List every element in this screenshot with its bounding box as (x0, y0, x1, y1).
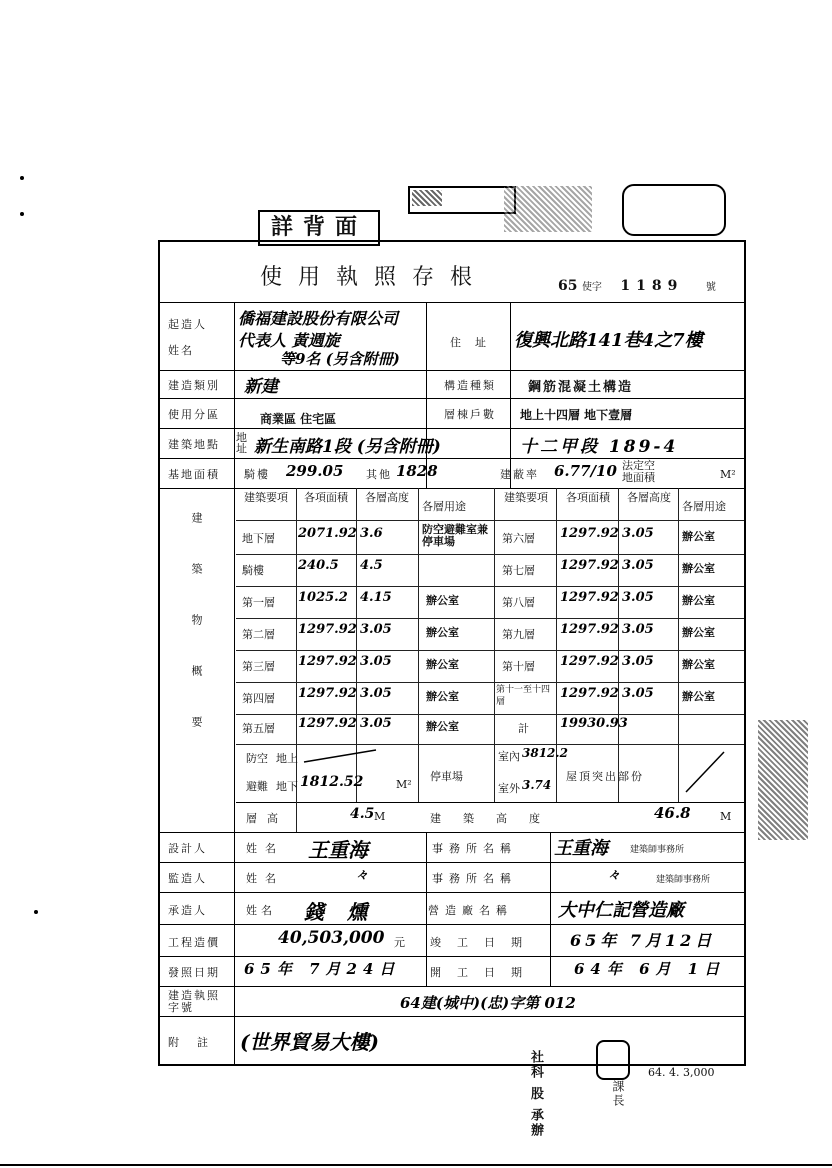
supervisor-name-label: 姓名 (246, 872, 284, 885)
air-raid-below-value: 1812.52 (300, 774, 364, 790)
coverage-label: 建蔽率 (500, 468, 539, 481)
building-summary-label: 建築物概要 (190, 512, 203, 767)
col-line (510, 302, 511, 488)
floor-name: 計 (518, 722, 529, 735)
building-height-unit: M (720, 810, 732, 823)
permit-form (158, 240, 746, 1066)
floor-use: 辦公室 (426, 626, 459, 639)
contractor-name: 錢 燻 (304, 900, 375, 924)
floor-area: 1297.92 (560, 622, 619, 637)
air-raid-below: 地下 (276, 780, 298, 793)
floor-use: 防空避難室兼停車場 (422, 523, 488, 548)
floor-area: 1297.92 (560, 654, 619, 669)
header-height-2: 各層高度 (627, 491, 671, 504)
floor-height: 3.05 (622, 558, 654, 573)
divider (160, 428, 744, 429)
designer-office-label: 事務所名稱 (432, 842, 517, 855)
divider (160, 892, 744, 893)
floor-use: 辦公室 (682, 594, 715, 607)
header-use: 各層用途 (422, 500, 466, 513)
structure-label: 構造種類 (444, 379, 496, 392)
parking-outdoor: 室外 (498, 782, 520, 795)
build-type-value: 新建 (244, 377, 278, 397)
print-note: 64. 4. 3,000 (648, 1066, 715, 1079)
zone-value: 商業區 住宅區 (260, 412, 337, 426)
name-label: 姓名 (168, 344, 194, 357)
floor-height: 3.05 (360, 686, 392, 701)
zone-label: 使用分區 (168, 408, 220, 421)
parking-indoor-value: 3812.2 (522, 746, 568, 760)
header-item: 建築要項 (244, 491, 288, 504)
floor-use: 辦公室 (426, 720, 459, 733)
supervisor-office-suffix: 建築師事務所 (656, 875, 711, 885)
contractor-name-label: 姓名 (246, 904, 276, 917)
header-item-2: 建築要項 (504, 491, 548, 504)
header-area: 各項面積 (304, 491, 348, 504)
header-height: 各層高度 (365, 491, 409, 504)
margin-mark (20, 212, 24, 216)
air-raid-unit: M² (396, 778, 412, 791)
site-value: 新生南路1段 (另含附冊) (254, 437, 441, 457)
air-raid-label-2: 避難 (246, 780, 268, 793)
margin-mark (34, 910, 38, 914)
divider (236, 618, 744, 619)
cost-label: 工程造價 (168, 936, 220, 949)
construct-permit-label: 建造執照字號 (168, 989, 220, 1014)
floor-use: 辦公室 (682, 690, 715, 703)
floor-name: 地下層 (242, 532, 275, 545)
divider (160, 832, 744, 833)
floor-area: 1297.92 (560, 686, 619, 701)
floors-value: 地上十四層 地下壹層 (520, 408, 633, 422)
building-height-value: 46.8 (654, 804, 691, 822)
legal-unit: M² (720, 468, 736, 481)
area-label: 基地面積 (168, 468, 220, 481)
coverage-value: 6.77/10 (554, 462, 617, 480)
arcade-label: 騎樓 (244, 468, 270, 481)
floor-use: 辦公室 (426, 658, 459, 671)
blank-stroke (680, 748, 730, 796)
start-value: 64年 6月 1日 (574, 960, 726, 978)
col-line (234, 302, 235, 1064)
floor-name: 第三層 (242, 660, 275, 673)
roof-label: 屋頂突出部份 (566, 770, 644, 783)
header-area-2: 各項面積 (566, 491, 610, 504)
blank-stroke (300, 746, 380, 766)
parking-indoor: 室內 (498, 750, 520, 763)
floor-name: 第九層 (502, 628, 535, 641)
contractor-label: 承造人 (168, 904, 207, 917)
header-use-2: 各層用途 (682, 500, 726, 513)
floor-use: 辦公室 (426, 690, 459, 703)
divider (160, 302, 744, 303)
designer-office: 王重海 (554, 838, 608, 859)
designer-name-label: 姓名 (246, 842, 284, 855)
contractor-company-label: 營造廠名稱 (428, 904, 513, 917)
bottom-stamp-left: 社科 股 承辦 (528, 1050, 543, 1139)
bottom-stamp-right: 課長 (611, 1080, 625, 1108)
designer-office-suffix: 建築師事務所 (630, 845, 685, 855)
address-value: 復興北路141巷4之7樓 (514, 330, 703, 351)
vertical-stamp (504, 186, 592, 232)
supervisor-name: 々 (356, 868, 369, 882)
floor-area: 19930.93 (560, 716, 628, 731)
floor-name: 第十一至十四層 (496, 685, 551, 707)
contractor-company: 大中仁記營造廠 (558, 900, 684, 921)
applicant-label: 起造人 (168, 318, 207, 331)
bottom-edge (0, 1164, 832, 1166)
arcade-value: 299.05 (286, 462, 344, 480)
start-label: 開工日期 (430, 966, 538, 979)
floor-height: 3.05 (360, 716, 392, 731)
issue-label: 發照日期 (168, 966, 220, 979)
detail-back-stamp: 詳背面 (258, 210, 380, 246)
divider (160, 924, 744, 925)
col-line (550, 832, 551, 986)
floor-use: 辦公室 (682, 658, 715, 671)
issue-value: 65年 7月24日 (244, 960, 401, 978)
completion-label: 竣工日期 (430, 936, 538, 949)
other-label: 其他 (366, 468, 392, 481)
divider (160, 398, 744, 399)
cost-unit: 元 (394, 936, 405, 949)
floor-height: 3.05 (622, 622, 654, 637)
designer-name: 王重海 (308, 838, 368, 862)
date-stamp (622, 184, 726, 236)
site-sub-label: 地址 (236, 431, 247, 455)
floor-use: 辦公室 (682, 530, 715, 543)
margin-mark (20, 176, 24, 180)
divider (236, 554, 744, 555)
building-height-label: 建築高度 (430, 812, 562, 825)
floor-name: 第二層 (242, 628, 275, 641)
divider (236, 744, 744, 745)
floors-label: 層棟戶數 (444, 408, 496, 421)
divider (236, 802, 744, 803)
applicant-value-1: 僑福建設股份有限公司 (238, 309, 399, 328)
site-label: 建築地點 (168, 438, 220, 451)
floor-area: 240.5 (298, 558, 339, 573)
divider (236, 586, 744, 587)
floor-use: 辦公室 (682, 562, 715, 575)
legal-open-label: 法定空地面積 (622, 459, 655, 484)
floor-height: 3.05 (360, 622, 392, 637)
col-line (426, 832, 427, 986)
floor-height: 3.05 (360, 654, 392, 669)
edge-smudge (758, 720, 808, 840)
floor-height: 3.6 (360, 526, 383, 541)
divider (160, 862, 744, 863)
floor-name: 第四層 (242, 692, 275, 705)
divider (160, 458, 744, 459)
floor-height-value: 4.5 (350, 806, 375, 822)
divider (160, 1016, 744, 1017)
floor-area: 1297.92 (298, 716, 357, 731)
structure-value: 鋼筋混凝土構造 (528, 380, 634, 395)
form-title: 使用執照存根 (260, 265, 489, 290)
floor-area: 1297.92 (298, 654, 357, 669)
floor-name: 騎樓 (242, 564, 264, 577)
floor-name: 第五層 (242, 722, 275, 735)
divider (160, 370, 744, 371)
air-raid-label-1: 防空 (246, 752, 268, 765)
floor-use: 辦公室 (682, 626, 715, 639)
divider (160, 956, 744, 957)
bottom-seal (596, 1040, 630, 1080)
floor-height-label: 層高 (246, 812, 288, 825)
remarks-label: 附註 (168, 1036, 226, 1049)
applicant-value-2: 代表人 黃週旋 (238, 331, 340, 350)
supervisor-office-label: 事務所名稱 (432, 872, 517, 885)
floor-area: 2071.92 (298, 526, 357, 541)
floor-area: 1297.92 (560, 590, 619, 605)
other-value: 1828 (396, 462, 438, 480)
divider (160, 986, 744, 987)
build-type-label: 建造類別 (168, 379, 220, 392)
designer-label: 設計人 (168, 842, 207, 855)
floor-area: 1297.92 (560, 558, 619, 573)
divider (160, 488, 744, 489)
parking-outdoor-value: 3.74 (522, 778, 552, 792)
floor-height: 3.05 (622, 590, 654, 605)
permit-number: 65 使字 1189 號 (558, 278, 716, 294)
remarks-value: (世界貿易大樓) (240, 1030, 379, 1054)
address-label: 住址 (450, 336, 500, 349)
floor-name: 第八層 (502, 596, 535, 609)
floor-height: 4.5 (360, 558, 383, 573)
floor-height: 3.05 (622, 526, 654, 541)
air-raid-above: 地上 (276, 752, 298, 765)
floor-use: 辦公室 (426, 594, 459, 607)
applicant-value-3: 等9名 (另含附冊) (280, 350, 400, 368)
col-line (418, 488, 419, 802)
divider (236, 714, 744, 715)
col-line (426, 302, 427, 488)
floor-height: 4.15 (360, 590, 392, 605)
divider (236, 650, 744, 651)
col-line (678, 488, 679, 802)
floor-name: 第七層 (502, 564, 535, 577)
floor-area: 1297.92 (298, 686, 357, 701)
divider (236, 520, 744, 521)
completion-value: 65年 7月12日 (570, 931, 716, 950)
col-line (494, 488, 495, 802)
divider (236, 682, 744, 683)
construct-permit-value: 64建(城中)(忠)字第 012 (400, 994, 576, 1012)
floor-area: 1297.92 (298, 622, 357, 637)
cost-value: 40,503,000 (278, 928, 385, 948)
floor-height: 3.05 (622, 686, 654, 701)
parking-label: 停車場 (430, 770, 463, 783)
floor-area: 1297.92 (560, 526, 619, 541)
floor-area: 1025.2 (298, 590, 348, 605)
floor-name: 第十層 (502, 660, 535, 673)
floor-name: 第一層 (242, 596, 275, 609)
supervisor-label: 監造人 (168, 872, 207, 885)
floor-name: 第六層 (502, 532, 535, 545)
supervisor-office: 々 (608, 868, 621, 882)
ink-smudge (412, 190, 442, 206)
floor-height: 3.05 (622, 654, 654, 669)
lot-value: 十二甲段 189-4 (520, 437, 679, 457)
floor-height-unit: M (374, 810, 386, 823)
